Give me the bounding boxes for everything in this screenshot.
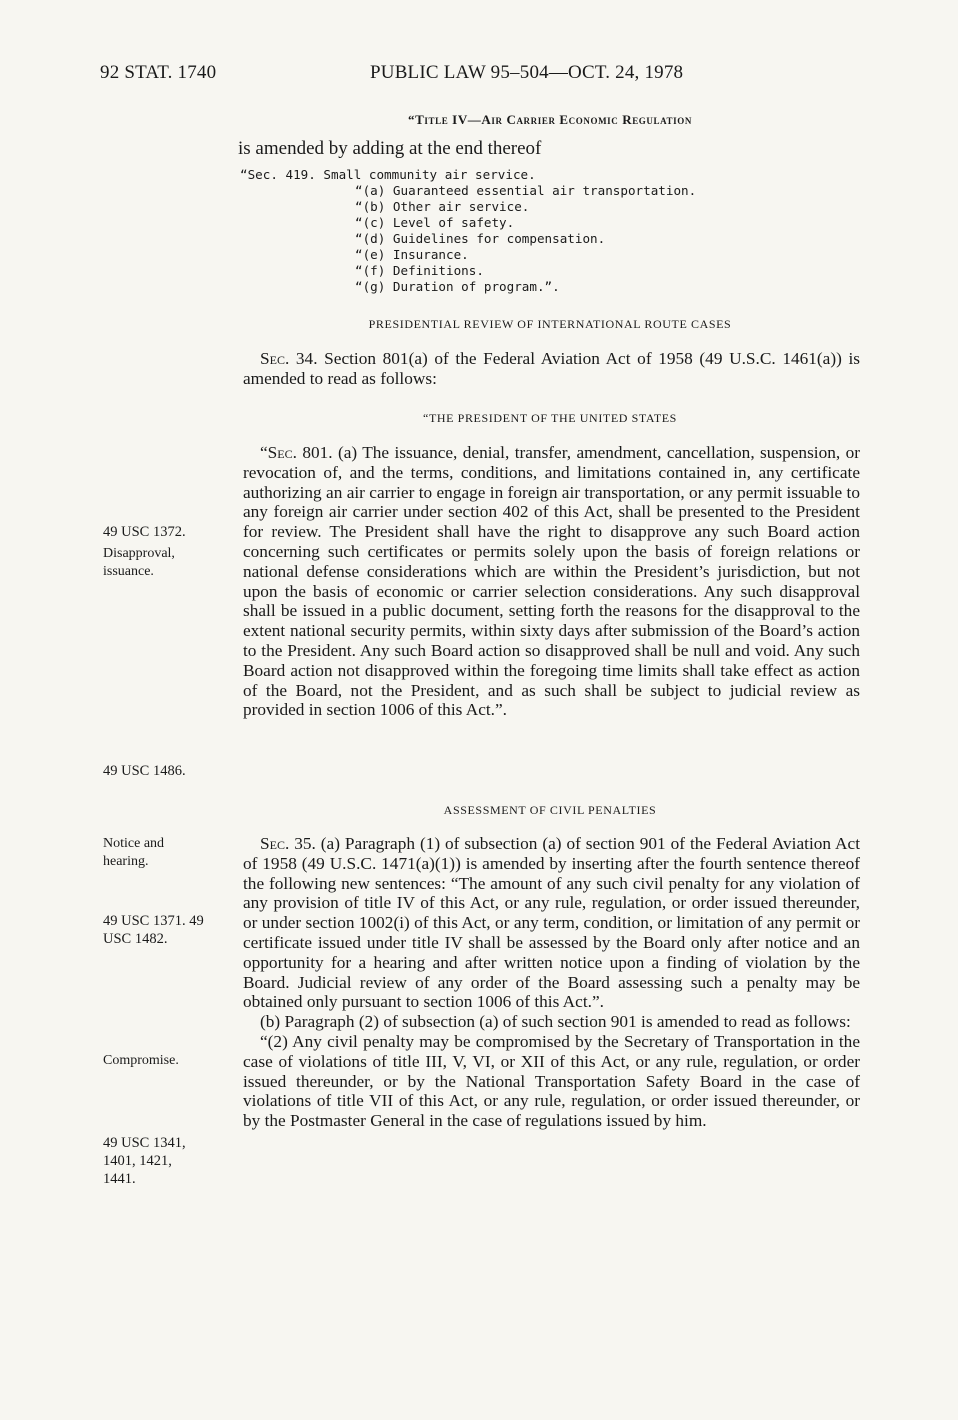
running-head-title: PUBLIC LAW 95–504—OCT. 24, 1978 [370,62,684,83]
toc-item: “(f) Definitions. [355,263,484,278]
section-toc [240,167,696,295]
toc-item: “(a) Guaranteed essential air transportation. [355,183,697,198]
margin-note-usc-1372: 49 USC 1372. [103,524,186,540]
margin-note-usc-1341: 49 USC 1341, 1401, 1421, 1441. [103,1135,186,1187]
margin-note-disapproval: Disapproval, issuance. [103,546,175,579]
section-801-text: (a) The issuance, denial, transfer, amendment, cancellation, suspension, or revocation of, and the terms, conditions, and limitations contained in, any certificate authorizing an air carrier to engage in foreign air transportation, or any permit issuable to any foreign air carrier under section 402 of this Act, shall be presented to the President for review. The President shall have the right to disapprove any such Board action concerning such certificates or permits solely upon the basis of foreign relations or national defense considerations which are within the President’s jurisdiction, but not upon the basis of economic or carrier selection considerations. Any such disapproval shall be issued in a public document, setting forth the reasons for the disapproval to the extent national security permits, within sixty days after submission of the Board’s action to the President. Any such Board action so disapproved shall be null and void. Any such Board action not disapproved within the foregoing time limits shall take effect as action of the Board, not the President, and as such shall be subject to judicial review as provided in section 1006 of this Act.”. [243,443,860,720]
president-us-heading: “THE PRESIDENT OF THE UNITED STATES [423,411,677,425]
presidential-review-heading: PRESIDENTIAL REVIEW OF INTERNATIONAL ROUTE CASES [368,317,732,331]
margin-note-notice-hearing: Notice and hearing. [103,836,165,869]
margin-note-compromise: Compromise. [103,1053,179,1068]
toc-section-line: “Sec. 419. Small community air service. [240,167,536,182]
toc-item: “(c) Level of safety. [355,215,515,230]
margin-note-usc-1486: 49 USC 1486. [103,763,186,779]
section-35-label: Sec. 35. [260,834,316,853]
section-801 [243,443,860,720]
toc-item: “(d) Guidelines for compensation. [355,231,606,246]
section-35-para-a: (a) Paragraph (1) of subsection (a) of section 901 of the Federal Aviation Act of 1958 (49 U.S.C. 1471(a)(1)) is amended by inserting after the fourth sentence thereof the following new sentences: “The amount of any such civil penalty for any violation of any provision of title IV of this Act, or any rule, regulation, or order issued thereunder, or under section 1002(i) of this Act, or any term, condition, or limitation of any permit or certificate issued under title IV shall be assessed by the Board only after notice and an opportunity for a hearing and after written notice upon a finding of violation by the Board. Judicial review of any order of the Board assessing such a penalty may be obtained only pursuant to section 1006 of this Act.”. [243,834,860,1012]
section-35 [243,834,860,1131]
section-35-para-2: “(2) Any civil penalty may be compromised by the Secretary of Transportation in the case of violations of title III, V, VI, or XII of this Act, or any rule, regulation, or order issued thereunder, or by the National Transportation Safety Board in the case of violations of title VII of this Act, or any rule, regulation, or order issued thereunder, or by the Postmaster General in the case of regulations issued by him. [243,1031,860,1131]
toc-item: “(b) Other air service. [355,199,530,214]
section-34-label: Sec. 34. [260,349,318,368]
running-head-stat: 92 STAT. 1740 [100,62,217,83]
toc-item: “(g) Duration of program.”. [355,279,560,294]
assessment-heading: ASSESSMENT OF CIVIL PENALTIES [443,803,657,817]
section-35-para-b: (b) Paragraph (2) of subsection (a) of such section 901 is amended to read as follows: [260,1012,851,1032]
section-801-label: “Sec. 801. [260,443,333,462]
amended-line: is amended by adding at the end thereof [238,138,542,159]
margin-note-usc-1371-1482: 49 USC 1371. 49 USC 1482. [103,913,204,947]
title-iv-heading: “Title IV—Air Carrier Economic Regulation [408,112,692,127]
section-34-text: Section 801(a) of the Federal Aviation Act of 1958 (49 U.S.C. 1461(a)) is amended to read as follows: [243,349,860,388]
section-34 [243,349,860,389]
toc-item: “(e) Insurance. [355,247,469,262]
